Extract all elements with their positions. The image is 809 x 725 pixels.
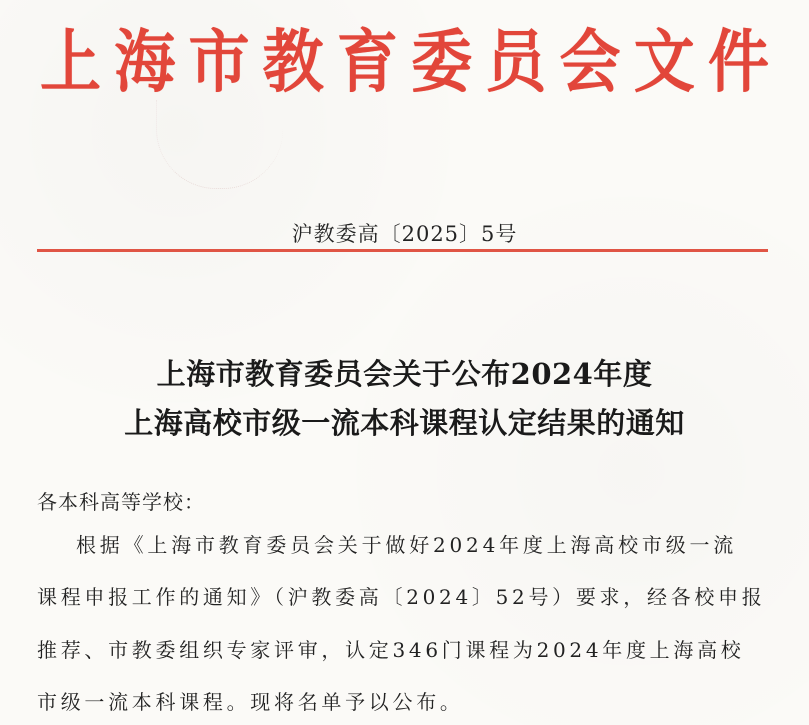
masthead-char: 海 bbox=[114, 22, 176, 102]
masthead-char: 育 bbox=[336, 22, 398, 102]
body-line: 市级一流本科课程。现将名单予以公布。 bbox=[37, 690, 464, 714]
salutation: 各本科高等学校： bbox=[37, 490, 205, 514]
masthead-char: 上 bbox=[40, 22, 102, 102]
document-masthead bbox=[40, 22, 769, 102]
masthead-char: 文 bbox=[633, 22, 695, 102]
masthead-char: 件 bbox=[707, 22, 769, 102]
masthead-char: 教 bbox=[262, 22, 324, 102]
body-line: 推荐、市教委组织专家评审，认定346门课程为2024年度上海高校 bbox=[37, 638, 745, 662]
document-number: 沪教委高〔2025〕5号 bbox=[291, 222, 518, 246]
red-divider-line bbox=[37, 249, 768, 252]
masthead-char: 员 bbox=[485, 22, 547, 102]
body-line: 课程申报工作的通知》（沪教委高〔2024〕52号）要求，经各校申报 bbox=[37, 585, 766, 609]
masthead-char: 委 bbox=[411, 22, 473, 102]
faint-seal-trace bbox=[156, 100, 283, 189]
body-line: 根据《上海市教育委员会关于做好2024年度上海高校市级一流 bbox=[76, 533, 738, 557]
masthead-char: 会 bbox=[559, 22, 621, 102]
notice-title-line-2: 上海高校市级一流本科课程认定结果的通知 bbox=[124, 406, 685, 440]
notice-title-line-1: 上海市教育委员会关于公布2024年度 bbox=[156, 357, 653, 391]
masthead-char: 市 bbox=[188, 22, 250, 102]
